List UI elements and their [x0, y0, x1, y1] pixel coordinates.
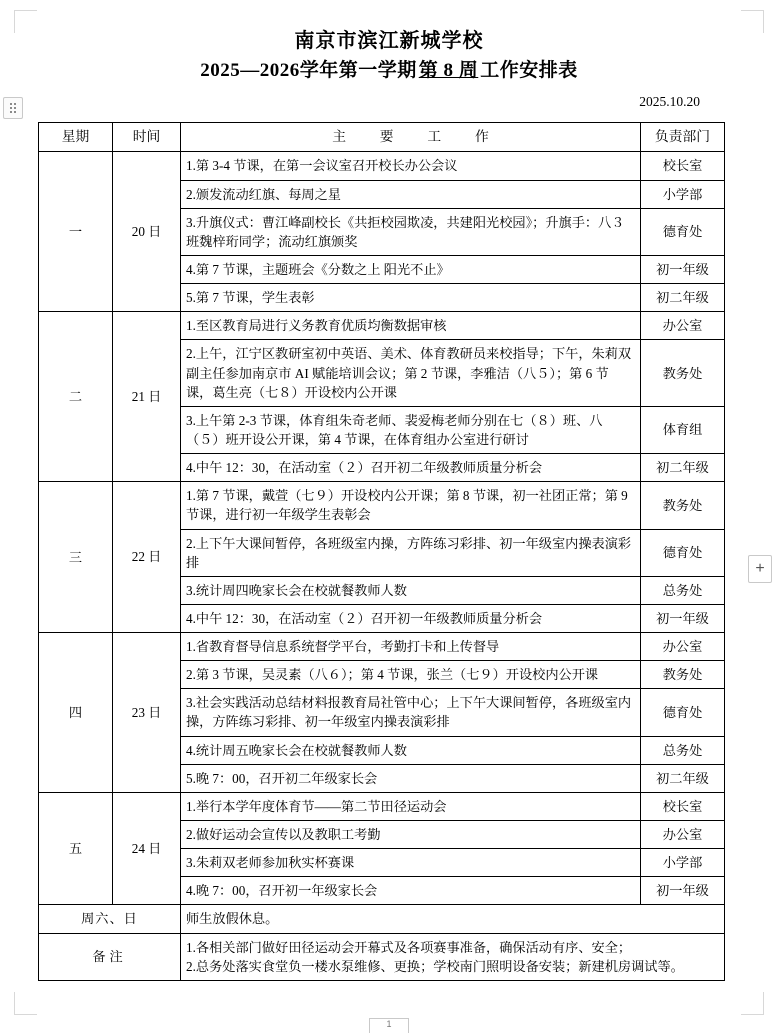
- task-text: 3.上午第 2-3 节课，体育组朱奇老师、裴爱梅老师分别在七（８）班、八（５）班开设公开课，第 4 节课，在体育组办公室进行研讨: [181, 406, 641, 453]
- date-label-mon: [113, 152, 181, 312]
- dept-text: 初二年级: [641, 284, 725, 312]
- page-title: 南京市滨江新城学校: [294, 30, 484, 52]
- grip-dots-icon: [10, 103, 16, 113]
- date-label-thu: [113, 633, 181, 793]
- task-text: 4.晚 7：00，召开初一年级家长会: [181, 877, 641, 905]
- dept-text: 初一年级: [641, 604, 725, 632]
- dept-text: 校长室: [641, 152, 725, 180]
- dept-text: 德育处: [641, 529, 725, 576]
- table-header-row: [39, 123, 725, 152]
- dept-text: 体育组: [641, 406, 725, 453]
- dept-text: 初二年级: [641, 764, 725, 792]
- dept-text: 办公室: [641, 633, 725, 661]
- date-number: 21: [131, 388, 145, 404]
- note-body: [181, 933, 725, 980]
- dept-text: 教务处: [641, 340, 725, 406]
- task-text: 1.举行本学年度体育节——第二节田径运动会: [181, 792, 641, 820]
- task-text: 3.升旗仪式：曹江峰副校长《共拒校园欺凌，共建阳光校园》；升旗手：八３班魏梓珩同学；流动红旗颁奖: [181, 208, 641, 255]
- title-block: [30, 26, 748, 110]
- page-subtitle: [30, 56, 748, 86]
- page-number-tab[interactable]: 1: [369, 1018, 409, 1033]
- task-text: 1.第 3-4 节课，在第一会议室召开校长办公会议: [181, 152, 641, 180]
- table-row-weekend: [39, 905, 725, 933]
- task-text: 1.省教育督导信息系统督学平台，考勤打卡和上传督导: [181, 633, 641, 661]
- table-row-note: [39, 933, 725, 980]
- weekend-label: 周六、日: [39, 905, 181, 933]
- date-suffix: 日: [148, 704, 162, 720]
- task-text: 4.第 7 节课，主题班会《分数之上 阳光不止》: [181, 255, 641, 283]
- dept-text: 教务处: [641, 482, 725, 529]
- dept-text: 初一年级: [641, 877, 725, 905]
- crop-mark-bottom-left: [14, 992, 37, 1015]
- crop-mark-bottom-right: [741, 992, 764, 1015]
- task-text: 2.上下午大课间暂停，各班级室内操，方阵练习彩排、初一年级室内操表演彩排: [181, 529, 641, 576]
- date-label-tue: [113, 312, 181, 482]
- date-suffix: 日: [148, 223, 162, 239]
- weekend-text: 师生放假休息。: [181, 905, 725, 933]
- task-text: 1.至区教育局进行义务教育优质均衡数据审核: [181, 312, 641, 340]
- task-text: 4.中午 12：30，在活动室（２）召开初一年级教师质量分析会: [181, 604, 641, 632]
- day-label-wed: 三: [39, 482, 113, 633]
- task-text: 2.颁发流动红旗、每周之星: [181, 180, 641, 208]
- task-text: 1.第 7 节课，戴萱（七９）开设校内公开课；第 8 节课，初一社团正常；第 9 节课，进行初一年级学生表彰会: [181, 482, 641, 529]
- date-label-fri: [113, 792, 181, 905]
- header-dept: 负责部门: [641, 123, 725, 152]
- task-text: 2.上午，江宁区教研室初中英语、美术、体育教研员来校指导；下午，朱莉双副主任参加南京市 AI 赋能培训会议；第 2 节课，李雅洁（八５）；第 6 节课，葛生亮（七８）开设校内公开课: [181, 340, 641, 406]
- note-line: 2.总务处落实食堂负一楼水泵维修、更换；学校南门照明设备安装；新建机房调试等。: [186, 958, 684, 974]
- date-number: 24: [131, 840, 145, 856]
- dept-text: 德育处: [641, 689, 725, 736]
- day-label-tue: 二: [39, 312, 113, 482]
- document-content: [30, 26, 748, 981]
- task-text: 3.统计周四晚家长会在校就餐教师人数: [181, 576, 641, 604]
- table-row: [39, 792, 725, 820]
- date-number: 23: [131, 704, 145, 720]
- dept-text: 办公室: [641, 312, 725, 340]
- task-text: 2.做好运动会宣传以及教职工考勤: [181, 821, 641, 849]
- dept-text: 德育处: [641, 208, 725, 255]
- task-text: 4.中午 12：30，在活动室（２）召开初二年级教师质量分析会: [181, 454, 641, 482]
- date-suffix: 日: [148, 388, 162, 404]
- dept-text: 小学部: [641, 180, 725, 208]
- task-text: 3.朱莉双老师参加秋实杯赛课: [181, 849, 641, 877]
- date-number: 22: [131, 549, 145, 565]
- day-label-fri: 五: [39, 792, 113, 905]
- subtitle-term: 学年第一学期: [299, 60, 417, 81]
- date-label-wed: [113, 482, 181, 633]
- note-label: 备注: [39, 933, 181, 980]
- table-row: [39, 633, 725, 661]
- note-line: 1.各相关部门做好田径运动会开幕式及各项赛事准备，确保活动有序、安全；: [186, 939, 632, 955]
- task-text: 4.统计周五晚家长会在校就餐教师人数: [181, 736, 641, 764]
- schedule-table: [38, 122, 725, 981]
- date-number: 20: [131, 223, 145, 239]
- day-label-thu: 四: [39, 633, 113, 793]
- dept-text: 总务处: [641, 736, 725, 764]
- dept-text: 教务处: [641, 661, 725, 689]
- date-suffix: 日: [148, 549, 162, 565]
- date-suffix: 日: [148, 840, 162, 856]
- subtitle-week: 第 8 周: [418, 60, 479, 81]
- table-row: [39, 312, 725, 340]
- task-text: 3.社会实践活动总结材料报教育局社管中心；上下午大课间暂停，各班级室内操，方阵练习彩排、初一年级室内操表演彩排: [181, 689, 641, 736]
- task-text: 2.第 3 节课，吴灵素（八６）；第 4 节课，张兰（七９）开设校内公开课: [181, 661, 641, 689]
- dept-text: 小学部: [641, 849, 725, 877]
- dept-text: 初二年级: [641, 454, 725, 482]
- dept-text: 总务处: [641, 576, 725, 604]
- day-label-mon: 一: [39, 152, 113, 312]
- dept-text: 校长室: [641, 792, 725, 820]
- task-text: 5.晚 7：00，召开初二年级家长会: [181, 764, 641, 792]
- drag-handle-icon[interactable]: [3, 97, 23, 119]
- dept-text: 初一年级: [641, 255, 725, 283]
- document-date: 2025.10.20: [639, 94, 700, 110]
- header-day: 星期: [39, 123, 113, 152]
- task-text: 5.第 7 节课，学生表彰: [181, 284, 641, 312]
- subtitle-suffix: 工作安排表: [480, 60, 578, 81]
- table-row: [39, 482, 725, 529]
- add-row-button[interactable]: +: [748, 555, 772, 583]
- header-main-work: 主 要 工 作: [181, 123, 641, 152]
- table-row: [39, 152, 725, 180]
- subtitle-year: 2025—2026: [200, 60, 300, 81]
- dept-text: 办公室: [641, 821, 725, 849]
- header-time: 时间: [113, 123, 181, 152]
